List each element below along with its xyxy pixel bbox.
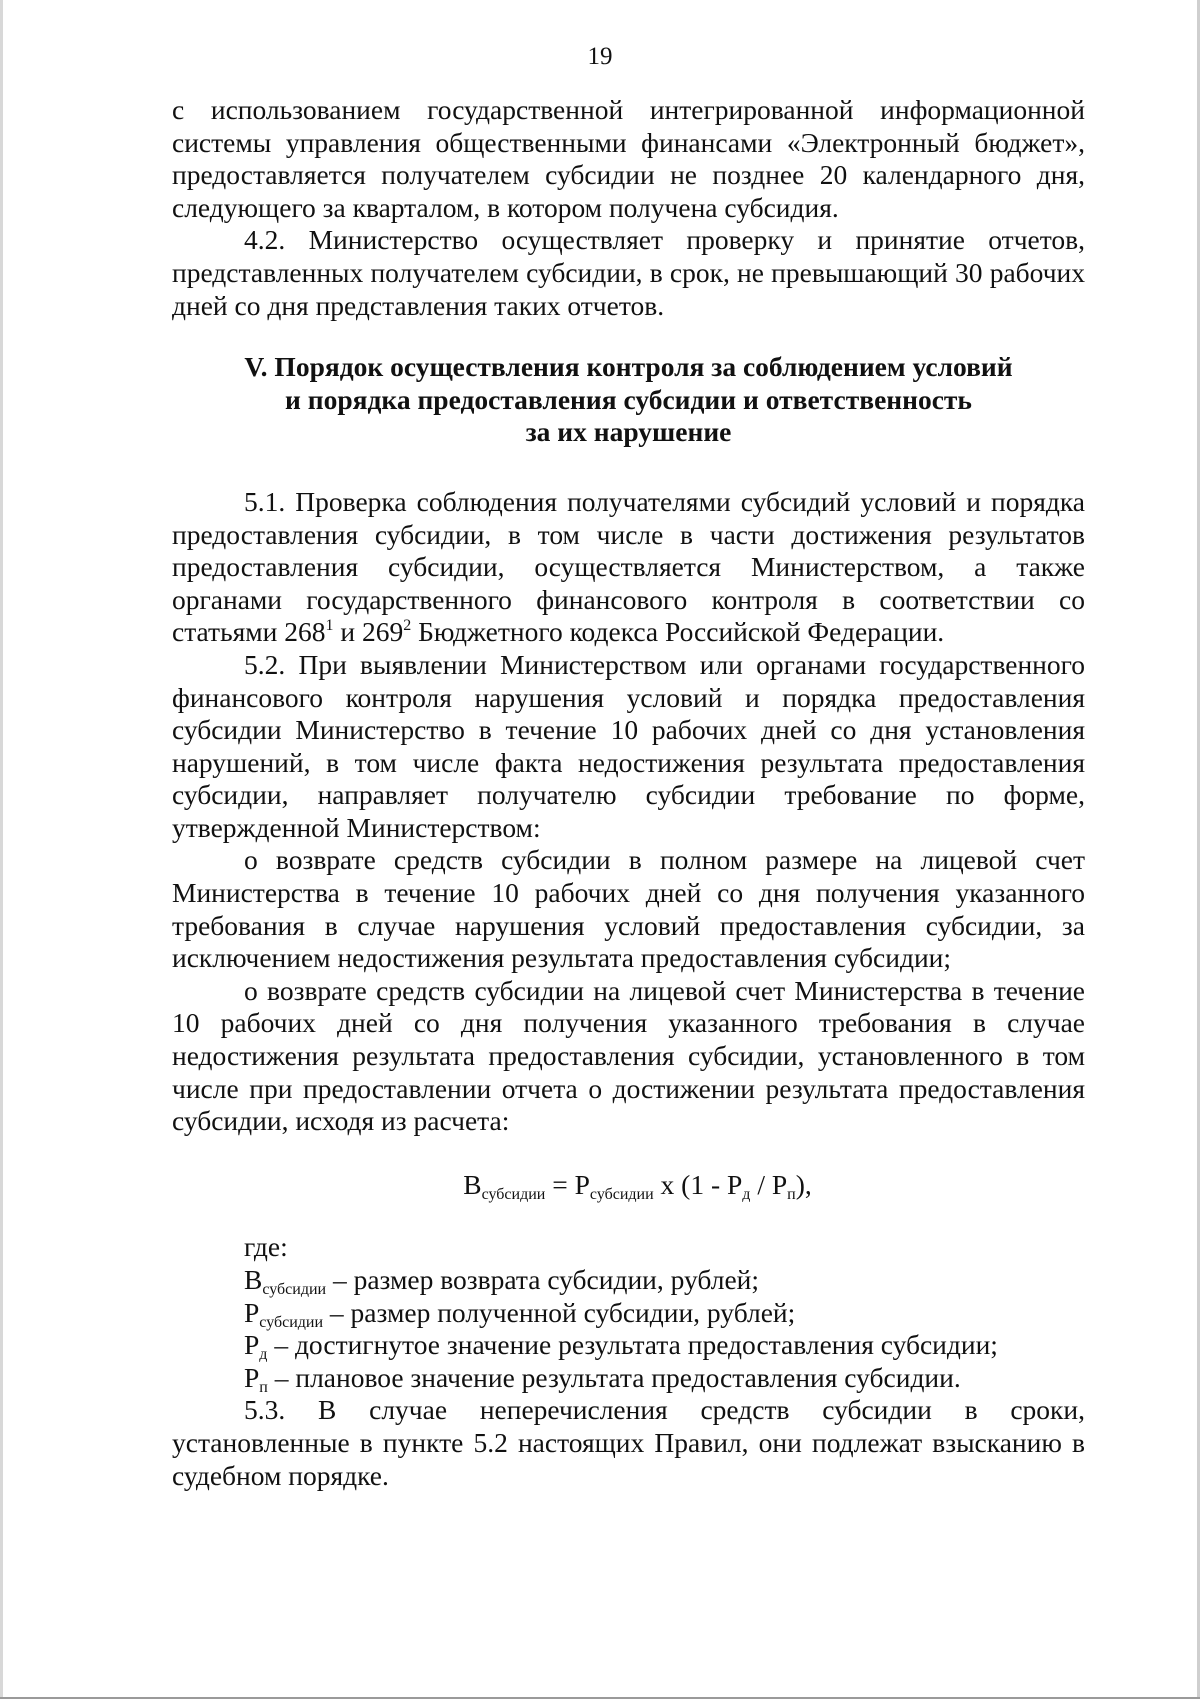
definition-symbol: Р (244, 1329, 260, 1361)
where-label: где: (244, 1231, 288, 1263)
definition-text: – размер возврата субсидии, рублей; (326, 1264, 760, 1295)
definition-line (172, 1362, 1085, 1395)
paragraph-5-3: 5.3. В случае неперечисления средств субсидии в сроки, установленные в пункте 5.2 настоящих Правил, они подлежат взысканию в судебном порядке. (172, 1394, 1085, 1491)
formula-subscript: п (787, 1185, 796, 1203)
superscript: 1 (325, 617, 334, 635)
definition-subscript: субсидии (262, 1281, 327, 1298)
paragraph-5-1-text: 5.1. Проверка соблюдения получателями субсидий условий и порядка предоставления субсидии, в том числе в части достижения результатов предоставления субсидии, осуществляется Министерством, а также органами государственного финансового контроля в соответствии со статьями 268 (172, 485, 1085, 648)
formula-operator: х (1 - (653, 1168, 727, 1200)
definition-line (172, 1297, 1085, 1330)
formula-symbol: В (463, 1168, 482, 1200)
definition-subscript: п (259, 1378, 268, 1396)
definition-symbol: Р (244, 1361, 260, 1393)
formula-subscript: субсидии (481, 1185, 546, 1203)
formula-operator: = (545, 1168, 575, 1200)
definition-text: – плановое значение результата предоставления субсидии. (267, 1361, 961, 1393)
definition-subscript: д (259, 1346, 268, 1364)
page-number: 19 (587, 43, 613, 70)
paragraph-4-2: 4.2. Министерство осуществляет проверку и принятие отчетов, представленных получателем субсидии, в срок, не превышающий 30 рабочих дней со дня представления таких отчетов. (172, 224, 1085, 321)
definition-text: – достигнутое значение результата предоставления субсидии; (267, 1329, 998, 1361)
formula-operator: ), (795, 1168, 812, 1200)
definition-symbol: Р (244, 1296, 260, 1328)
formula-symbol: Р (574, 1168, 590, 1200)
section-heading-line: за их нарушение (525, 416, 732, 448)
paragraph-5-2: 5.2. При выявлении Министерством или органами государственного финансового контроля нарушения условий и порядка предоставления субсидии Министерство в течение 10 рабочих дней со дня установления нарушений, в том числе факта недостижения результата предоставления субсидии, направляет получателю субсидии требование по форме, утвержденной Министерством: (172, 648, 1085, 843)
scan-edge-left (0, 0, 3, 1699)
paragraph-5-1-text: Бюджетного кодекса Российской Федерации. (411, 616, 945, 648)
section-heading-line: V. Порядок осуществления контроля за соблюдением условий (244, 351, 1013, 383)
definition-line (172, 1264, 1085, 1297)
document-body (172, 94, 1085, 1492)
definition-subscript: субсидии (259, 1313, 324, 1331)
formula-symbol: Р (727, 1168, 743, 1200)
formula-operator: / (750, 1168, 772, 1200)
paragraph-return-full: о возврате средств субсидии в полном размере на лицевой счет Министерства в течение 10 рабочих дней со дня получения указанного требования в случае нарушения условий предоставления субсидии, за исключением недостижения результата предоставления субсидии; (172, 844, 1085, 974)
paragraph-5-1 (172, 486, 1085, 649)
definition-symbol: В (244, 1264, 263, 1295)
paragraph-return-calc: о возврате средств субсидии на лицевой счет Министерства в течение 10 рабочих дней со дня получения указанного требования в случае недостижения результата предоставления субсидии, установленного в том числе при предоставлении отчета о достижении результата предоставления субсидии, исходя из расчета: (172, 974, 1085, 1137)
formula-symbol: Р (771, 1168, 788, 1200)
definition-line (172, 1329, 1085, 1362)
section-heading-line: и порядка предоставления субсидии и ответственность (285, 383, 972, 415)
paragraph-5-1-text: и 269 (333, 616, 404, 648)
superscript: 2 (403, 617, 412, 635)
formula (172, 1169, 1085, 1202)
formula-subscript: д (742, 1185, 751, 1203)
section-heading (172, 351, 1085, 449)
paragraph-intro: с использованием государственной интегрированной информационной системы управления общественными финансами «Электронный бюджет», предоставляется получателем субсидии не позднее 20 календарного дня, следующего за кварталом, в котором получена субсидия. (172, 94, 1085, 223)
formula-subscript: субсидии (589, 1185, 654, 1203)
definition-text: – размер полученной субсидии, рублей; (323, 1296, 796, 1328)
